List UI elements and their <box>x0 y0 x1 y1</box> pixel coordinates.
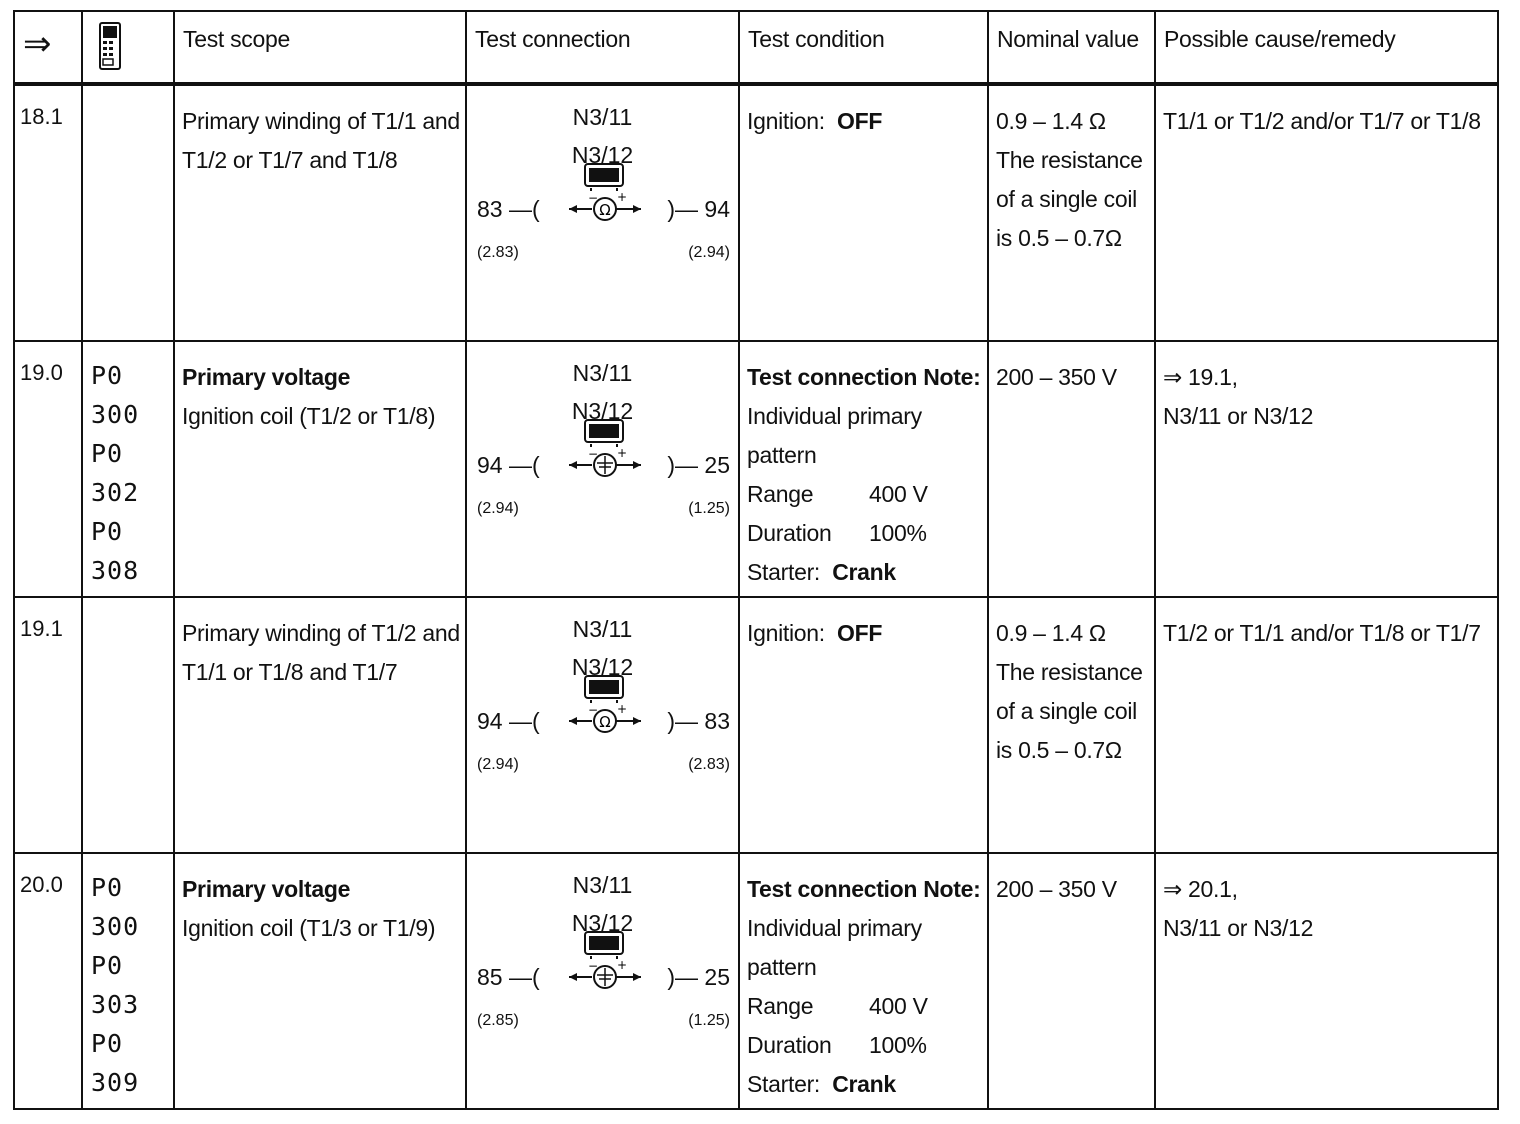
starter-label: Starter: <box>747 1071 821 1097</box>
duration-value: 100% <box>869 520 927 546</box>
test-scope <box>175 598 465 692</box>
svg-text:−: − <box>588 448 599 461</box>
left-pin: 94 —( <box>477 452 540 478</box>
col-test-connection: Test connection <box>475 26 631 52</box>
table-row <box>14 597 1498 853</box>
left-pin-ref: (2.94) <box>477 756 519 773</box>
svg-text:−: − <box>588 960 599 973</box>
svg-text:+: + <box>617 192 628 204</box>
range-line <box>747 987 987 1026</box>
possible-cause <box>1156 342 1497 436</box>
range-value: 400 V <box>869 993 928 1019</box>
step-number: 20.0 <box>20 872 63 897</box>
condition-title: Test connection Note: <box>747 364 981 390</box>
duration-label: Duration <box>747 520 832 546</box>
oscilloscope-icon <box>567 448 643 480</box>
test-condition <box>740 598 987 653</box>
test-condition <box>740 854 987 1104</box>
device-header <box>82 11 174 84</box>
svg-text:+: + <box>617 448 628 460</box>
left-pin: 94 —( <box>477 708 540 734</box>
test-connection <box>467 598 738 852</box>
condition-value: OFF <box>837 108 883 134</box>
scope-line: Primary winding of T1/1 and <box>182 108 460 134</box>
connector-label: N3/12 <box>571 910 634 936</box>
possible-cause: T1/2 or T1/1 and/or T1/8 or T1/7 <box>1163 620 1481 646</box>
nominal-line: is 0.5 – 0.7Ω <box>996 225 1122 251</box>
test-condition <box>740 342 987 592</box>
nominal-line: of a single coil <box>996 186 1137 212</box>
starter-line <box>747 1065 987 1104</box>
col-possible-cause: Possible cause/remedy <box>1164 26 1396 52</box>
connector-label: N3/11 <box>572 104 633 130</box>
connector-label: N3/12 <box>571 398 634 424</box>
duration-line <box>747 514 987 553</box>
svg-text:+: + <box>617 704 628 716</box>
remedy-line: ⇒ 20.1, <box>1163 876 1238 902</box>
breakout-box-icon <box>583 418 625 448</box>
diagnostic-test-table <box>13 10 1499 1110</box>
test-scope <box>175 86 465 180</box>
range-label: Range <box>747 993 814 1019</box>
range-value: 400 V <box>869 481 928 507</box>
fault-codes <box>83 854 173 1102</box>
fault-code: P0 300 <box>91 873 140 941</box>
step-number: 19.1 <box>20 616 63 641</box>
range-line <box>747 475 987 514</box>
breakout-box-icon <box>583 674 625 704</box>
handheld-tester-icon <box>99 22 121 70</box>
nominal-line: The resistance <box>996 659 1143 685</box>
connector-label: N3/11 <box>572 872 633 898</box>
test-connection <box>467 342 738 596</box>
range-label: Range <box>747 481 814 507</box>
nominal-value <box>989 86 1154 258</box>
breakout-box-icon <box>583 930 625 960</box>
nominal-value <box>989 598 1154 770</box>
fault-code: P0 302 <box>91 439 140 507</box>
scope-title: Primary voltage <box>182 364 351 390</box>
table-row <box>14 84 1498 341</box>
connector-label: N3/12 <box>571 654 634 680</box>
arrow-icon: ⇒ <box>23 25 52 63</box>
left-pin-ref: (2.94) <box>477 500 519 517</box>
fault-code: P0 309 <box>91 1029 140 1097</box>
right-pin-ref: (2.83) <box>688 756 730 773</box>
breakout-box-icon <box>583 162 625 192</box>
duration-line <box>747 1026 987 1065</box>
table-row <box>14 341 1498 597</box>
condition-title: Test connection Note: <box>747 876 981 902</box>
table-row <box>14 853 1498 1109</box>
fault-code: P0 300 <box>91 361 140 429</box>
condition-pattern: Individual primary pattern <box>747 915 922 980</box>
right-pin-ref: (1.25) <box>688 500 730 517</box>
nominal-line: 0.9 – 1.4 Ω <box>996 620 1106 646</box>
nominal-line: The resistance <box>996 147 1143 173</box>
right-pin: )— 83 <box>667 708 730 734</box>
possible-cause: T1/1 or T1/2 and/or T1/7 or T1/8 <box>1163 108 1481 134</box>
svg-text:−: − <box>588 192 599 205</box>
right-pin-ref: (1.25) <box>688 1012 730 1029</box>
step-number: 19.0 <box>20 360 63 385</box>
scope-title: Primary voltage <box>182 876 351 902</box>
step-number: 18.1 <box>20 104 63 129</box>
test-scope <box>175 854 465 948</box>
svg-text:−: − <box>588 704 599 717</box>
left-pin: 85 —( <box>477 964 540 990</box>
right-pin: )— 25 <box>667 452 730 478</box>
scope-line: T1/2 or T1/7 and T1/8 <box>182 147 398 173</box>
fault-code: P0 303 <box>91 951 140 1019</box>
fault-codes <box>83 342 173 590</box>
right-pin: )— 25 <box>667 964 730 990</box>
starter-label: Starter: <box>747 559 821 585</box>
condition-label: Ignition: <box>747 620 825 646</box>
nominal-line: of a single coil <box>996 698 1137 724</box>
col-nominal-value: Nominal value <box>997 26 1139 52</box>
col-test-scope: Test scope <box>183 26 290 52</box>
left-pin-ref: (2.83) <box>477 244 519 261</box>
arrow-header <box>14 11 82 84</box>
left-pin: 83 —( <box>477 196 540 222</box>
ohmmeter-icon <box>567 192 643 224</box>
condition-label: Ignition: <box>747 108 825 134</box>
test-connection <box>467 854 738 1108</box>
starter-value: Crank <box>832 1071 896 1097</box>
scope-line: Ignition coil (T1/3 or T1/9) <box>182 915 436 941</box>
test-connection <box>467 86 738 340</box>
connector-label: N3/11 <box>572 360 633 386</box>
starter-value: Crank <box>832 559 896 585</box>
condition-value: OFF <box>837 620 883 646</box>
nominal-value: 200 – 350 V <box>996 876 1117 902</box>
nominal-line: is 0.5 – 0.7Ω <box>996 737 1122 763</box>
duration-value: 100% <box>869 1032 927 1058</box>
nominal-value: 200 – 350 V <box>996 364 1117 390</box>
svg-text:Ω: Ω <box>599 201 611 219</box>
starter-line <box>747 553 987 592</box>
remedy-line: N3/11 or N3/12 <box>1163 915 1314 941</box>
header-row <box>14 11 1498 84</box>
test-scope <box>175 342 465 436</box>
test-condition <box>740 86 987 141</box>
ohmmeter-icon <box>567 704 643 736</box>
left-pin-ref: (2.85) <box>477 1012 519 1029</box>
connector-label: N3/12 <box>571 142 634 168</box>
remedy-line: N3/11 or N3/12 <box>1163 403 1314 429</box>
right-pin: )— 94 <box>667 196 730 222</box>
scope-line: Primary winding of T1/2 and <box>182 620 460 646</box>
fault-code: P0 308 <box>91 517 140 585</box>
col-test-condition: Test condition <box>748 26 885 52</box>
condition-pattern: Individual primary pattern <box>747 403 922 468</box>
nominal-line: 0.9 – 1.4 Ω <box>996 108 1106 134</box>
remedy-line: ⇒ 19.1, <box>1163 364 1238 390</box>
duration-label: Duration <box>747 1032 832 1058</box>
scope-line: T1/1 or T1/8 and T1/7 <box>182 659 398 685</box>
svg-text:Ω: Ω <box>599 713 611 731</box>
possible-cause <box>1156 854 1497 948</box>
scope-line: Ignition coil (T1/2 or T1/8) <box>182 403 436 429</box>
oscilloscope-icon <box>567 960 643 992</box>
connector-label: N3/11 <box>572 616 633 642</box>
svg-text:+: + <box>617 960 628 972</box>
right-pin-ref: (2.94) <box>688 244 730 261</box>
